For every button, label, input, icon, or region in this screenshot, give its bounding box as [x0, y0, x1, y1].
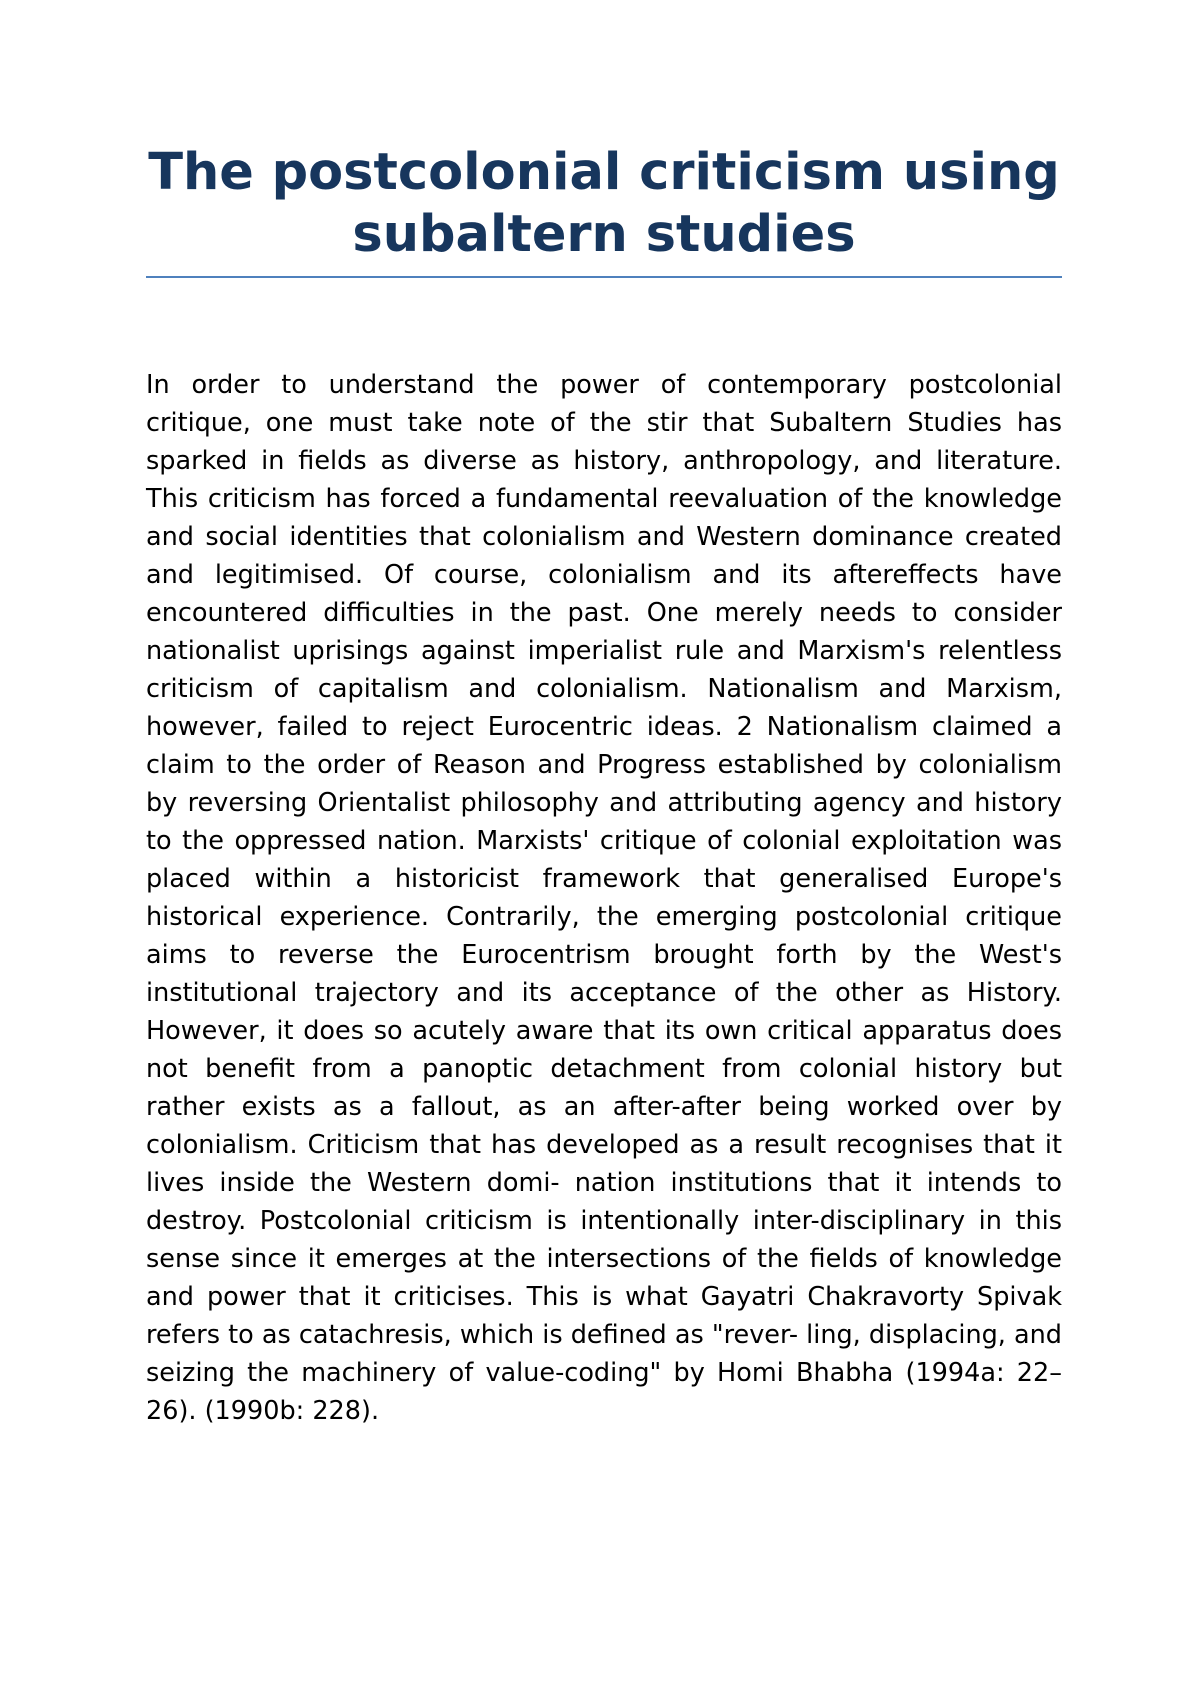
body-paragraph: In order to understand the power of contemporary postcolonial critique, one must take note of the stir that Subaltern Studies has sparked in fields as diverse as history, anthropology, and literature. This criticism has forced a fundamental reevaluation of the knowledge and social identities that colonialism and Western dominance created and legitimised. Of course, colonialism and its aftereffects have encountered difficulties in the past. One merely needs to consider nationalist uprisings against imperialist rule and Marxism's relentless criticism of capitalism and colonialism. Nationalism and Marxism, however, failed to reject Eurocentric ideas. 2 Nationalism claimed a claim to the order of Reason and Progress established by colonialism by reversing Orientalist philosophy and attributing agency and history to the oppressed nation. Marxists' critique of colonial exploitation was placed within a historicist framework that generalised Europe's historical experience. Contrarily, the emerging postcolonial critique aims to reverse the Eurocentrism brought forth by the West's institutional trajectory and its acceptance of the other as History. However, it does so acutely aware that its own critical apparatus does not benefit from a panoptic detachment from colonial history but rather exists as a fallout, as an after-after being worked over by colonialism. Criticism that has developed as a result recognises that it lives inside the Western domi- nation institutions that it intends to destroy. Postcolonial criticism is intentionally inter-disciplinary in this sense since it emerges at the intersections of the fields of knowledge and power that it criticises. This is what Gayatri Chakravorty Spivak refers to as catachresis, which is defined as "rever- ling, displacing, and seizing the machinery of value-coding" by Homi Bhabha (1994a: 22–26). (1990b: 228).: [146, 370, 1062, 1426]
title-divider: [146, 276, 1062, 278]
document-title: The postcolonial criticism using subaltern studies: [148, 143, 1060, 264]
